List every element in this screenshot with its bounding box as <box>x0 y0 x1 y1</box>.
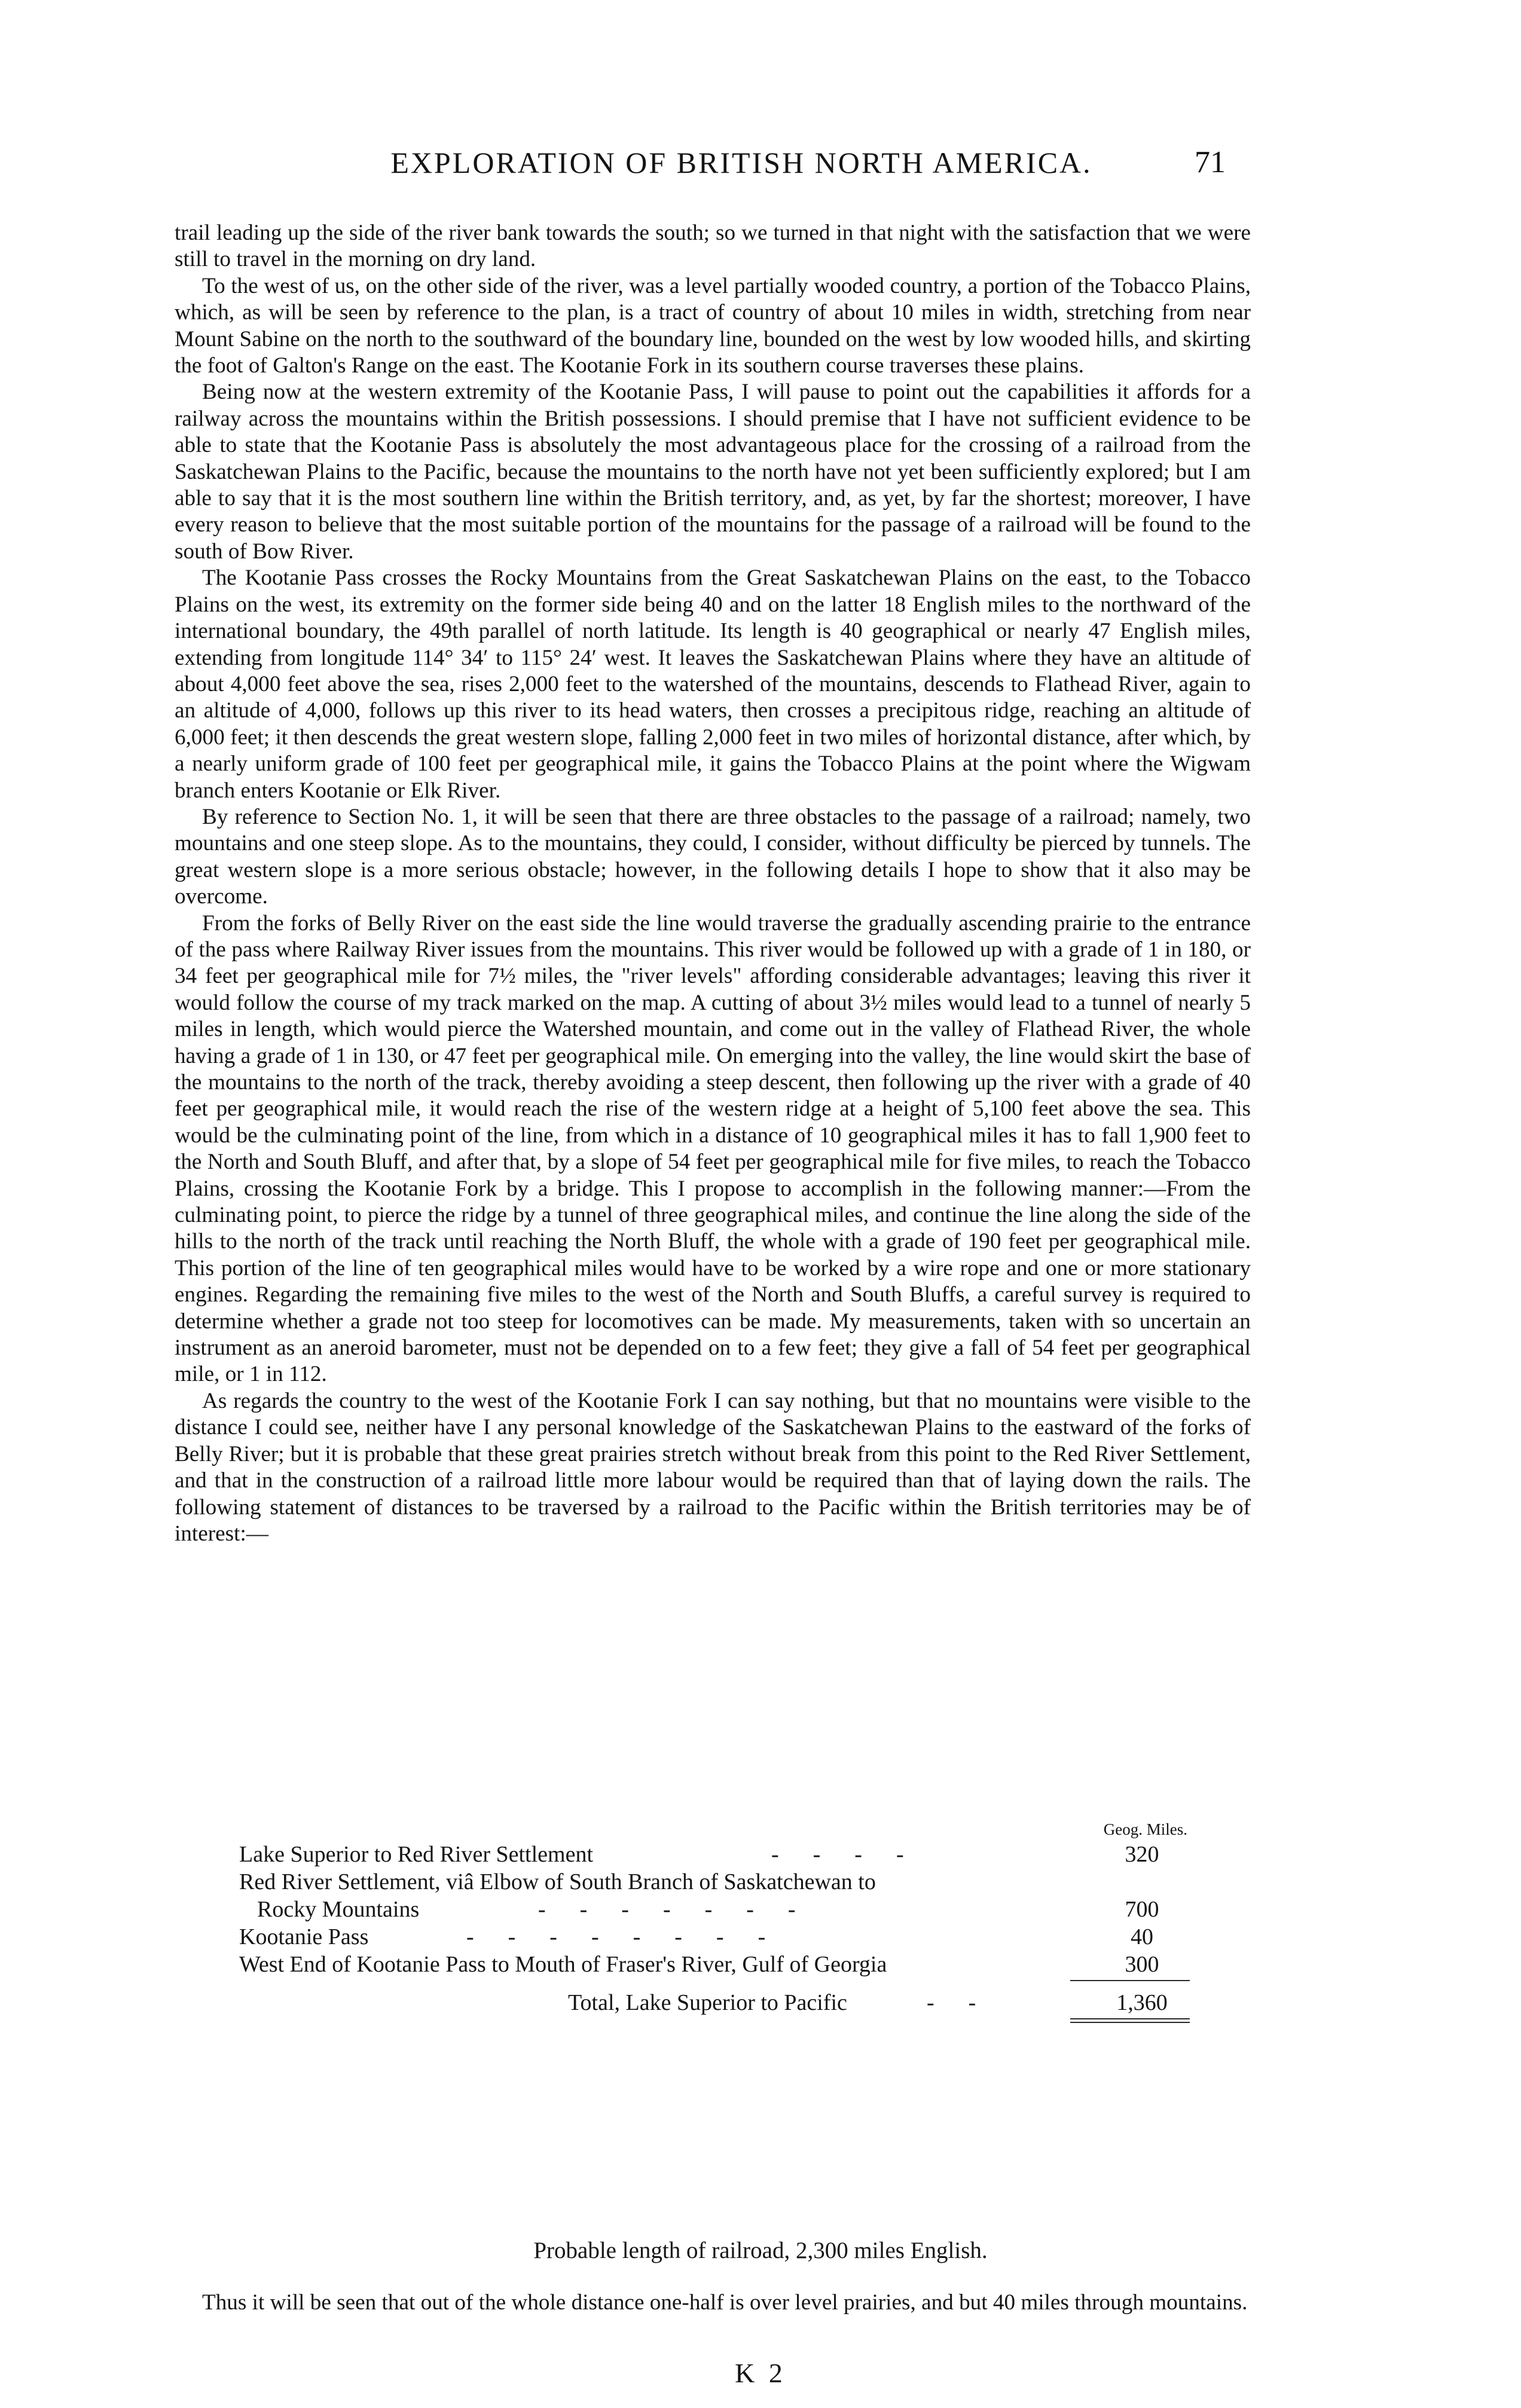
table-row <box>239 1951 1190 1978</box>
paragraph: From the forks of Belly River on the east side the line would traverse the gradually ascending prairie to the entrance of the pass where Railway River issues from the mountains. This river would be followed up with a grade of 1 in 180, or 34 feet per geographical mile for 7½ miles, the "river levels" affording considerable advantages; leaving this river it would follow the course of my track marked on the map. A cutting of about 3½ miles would lead to a tunnel of nearly 5 miles in length, which would pierce the Watershed mountain, and come out in the valley of Flathead River, the whole having a grade of 1 in 130, or 47 feet per geographical mile. On emerging into the valley, the line would skirt the base of the mountains to the north of the track, thereby avoiding a steep descent, then following up the river with a grade of 40 feet per geographical mile, it would reach the rise of the western ridge at a height of 5,100 feet above the sea. This would be the culminating point of the line, from which in a distance of 10 geographical miles it has to fall 1,900 feet to the North and South Bluff, and after that, by a slope of 54 feet per geographical mile for five miles, to reach the Tobacco Plains, crossing the Kootanie Fork by a bridge. This I propose to accomplish in the following manner:—From the culminating point, to pierce the ridge by a tunnel of three geographical miles, and continue the line along the side of the hills to the north of the track until reaching the North Bluff, the whole with a grade of 190 feet per geographical mile. This portion of the line of ten geographical miles would have to be worked by a wire rope and one or more stationary engines. Regarding the remaining five miles to the west of the North and South Bluffs, a careful survey is required to determine whether a grade not too steep for locomotives can be made. My measurements, taken with so uncertain an instrument as an aneroid barometer, must not be depended on to a few feet; they give a fall of 54 feet per geographical mile, or 1 in 112. <box>175 910 1251 1387</box>
running-title: EXPLORATION OF BRITISH NORTH AMERICA. <box>390 146 1092 179</box>
row-value: 700 <box>1125 1897 1159 1922</box>
total-leader: - - <box>927 1990 976 2015</box>
row-label: Red River Settlement, viâ Elbow of South Branch of Saskatchewan to <box>239 1869 876 1894</box>
paragraph: By reference to Section No. 1, it will be seen that there are three obstacles to the passage of a railroad; namely, two mountains and one steep slope. As to the mountains, they could, I consider, without difficulty be pierced by tunnels. The great western slope is a more serious obstacle; however, in the following details I hope to show that it also may be overcome. <box>175 804 1251 909</box>
row-label: Rocky Mountains <box>257 1897 420 1922</box>
row-leader: - - - - - - - - <box>466 1924 766 1949</box>
total-value: 1,360 <box>1116 1990 1168 2015</box>
page-number: 71 <box>1195 145 1226 179</box>
row-value: 40 <box>1131 1924 1153 1949</box>
probable-length: Probable length of railroad, 2,300 miles English. <box>533 2238 988 2263</box>
paragraph: Thus it will be seen that out of the whole distance one-half is over level prairies, and but 40 miles through mountains. <box>202 2290 1248 2315</box>
table-row <box>239 1869 1190 1895</box>
row-value: 320 <box>1125 1842 1159 1867</box>
total-label: Total, Lake Superior to Pacific <box>568 1990 847 2015</box>
body-text <box>175 220 1251 1547</box>
paragraph: To the west of us, on the other side of the river, was a level partially wooded country, a portion of the Tobacco Plains, which, as will be seen by reference to the plan, is a tract of country of about 10 miles in width, stretching from near Mount Sabine on the north to the southward of the boundary line, bounded on the west by low wooded hills, and skirting the foot of Galton's Range on the east. The Kootanie Fork in its southern course traverses these plains. <box>175 273 1251 378</box>
paragraph: trail leading up the side of the river bank towards the south; so we turned in that night with the satisfaction that we were still to travel in the morning on dry land. <box>175 221 1251 272</box>
row-value: 300 <box>1125 1952 1159 1977</box>
paragraph: The Kootanie Pass crosses the Rocky Mountains from the Great Saskatchewan Plains on the east, to the Tobacco Plains on the west, its extremity on the former side being 40 and on the latter 18 English miles to the northward of the international boundary, the 49th parallel of north latitude. Its length is 40 geographical or nearly 47 English miles, extending from longitude 114° 34′ to 115° 24′ west. It leaves the Saskatchewan Plains where they have an altitude of about 4,000 feet above the sea, rises 2,000 feet to the watershed of the mountains, descends to Flathead River, again to an altitude of 4,000, follows up this river to its head waters, then crosses a precipitous ridge, reaching an altitude of 6,000 feet; it then descends the great western slope, falling 2,000 feet in two miles of horizontal distance, after which, by a nearly uniform grade of 100 feet per geographical mile, it gains the Tobacco Plains at the point where the Wigwam branch enters Kootanie or Elk River. <box>175 566 1251 803</box>
row-label: Kootanie Pass <box>239 1924 369 1949</box>
column-header: Geog. Miles. <box>1103 1820 1187 1838</box>
row-label: West End of Kootanie Pass to Mouth of Fraser's River, Gulf of Georgia <box>239 1952 887 1977</box>
sum-rule <box>1070 1980 1190 1981</box>
total-row <box>239 1990 1190 2016</box>
table-row <box>239 1896 1190 1923</box>
signature-mark: K 2 <box>735 2358 786 2388</box>
row-leader: - - - - - - - <box>538 1897 796 1922</box>
table-row <box>239 1924 1190 1950</box>
row-label: Lake Superior to Red River Settlement <box>239 1842 594 1867</box>
total-rule <box>1070 2018 1190 2019</box>
total-rule <box>1070 2022 1190 2023</box>
row-leader: - - - - <box>771 1842 904 1867</box>
paragraph: As regards the country to the west of the Kootanie Fork I can say nothing, but that no mountains were visible to the distance I could see, neither have I any personal knowledge of the Saskatchewan Plains to the eastward of the forks of Belly River; but it is probable that these great prairies stretch without break from this point to the Red River Settlement, and that in the construction of a railroad little more labour would be required than that of laying down the rails. The following statement of distances to be traversed by a railroad to the Pacific within the British territories may be of interest:— <box>175 1388 1251 1546</box>
paragraph: Being now at the western extremity of the Kootanie Pass, I will pause to point out the capabilities it affords for a railway across the mountains within the British possessions. I should premise that I have not sufficient evidence to be able to state that the Kootanie Pass is absolutely the most advantageous place for the crossing of a railroad from the Saskatchewan Plains to the Pacific, because the mountains to the north have not yet been sufficiently explored; but I am able to say that it is the most southern line within the British territory, and, as yet, by far the shortest; moreover, I have every reason to believe that the most suitable portion of the mountains for the passage of a railroad will be found to the south of Bow River. <box>175 380 1251 564</box>
running-head <box>293 139 1226 187</box>
table-row <box>239 1841 1190 1868</box>
closing-paragraph <box>175 2290 1251 2316</box>
